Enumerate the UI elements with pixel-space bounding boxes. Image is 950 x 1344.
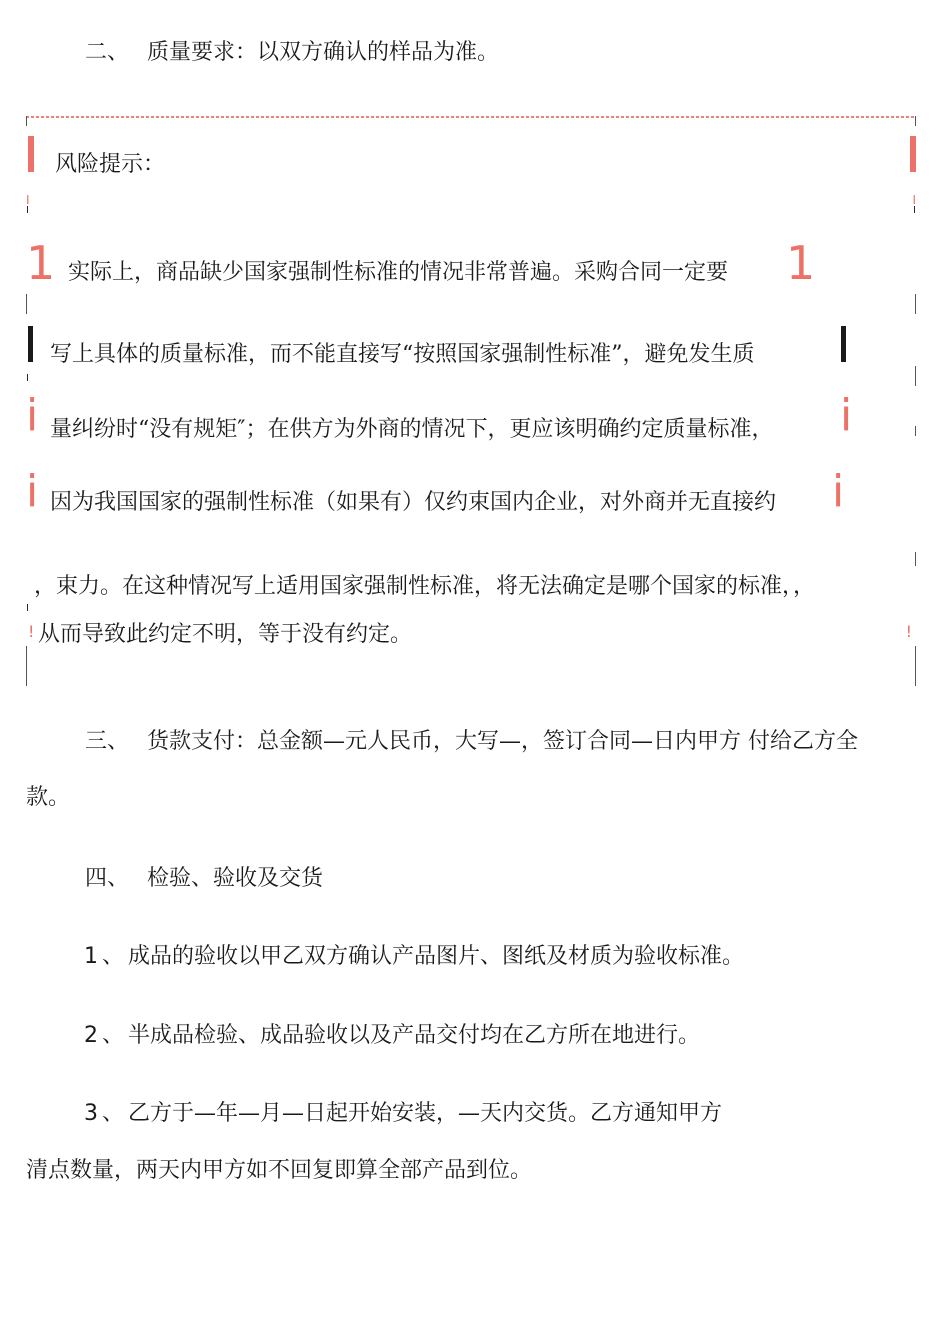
risk-line-6: 从而导致此约定不明，等于没有约定。 — [38, 622, 413, 647]
risk-box-right-rule-2 — [915, 366, 916, 386]
marker-one-mid: 1 — [786, 236, 816, 290]
marker-bar-right-1 — [910, 136, 916, 172]
risk-box-right-rule-4 — [915, 552, 916, 566]
risk-box-right-rule-1 — [915, 294, 916, 314]
item-1-number: 1 — [84, 944, 98, 969]
marker-excl-left: ! — [28, 622, 35, 641]
item-3-number: 3 — [84, 1101, 98, 1126]
risk-line-5: ，束力。在这种情况写上适用国家强制性标准，将无法确定是哪个国家的标准，， — [34, 574, 816, 599]
risk-title: 风险提示： — [55, 152, 166, 177]
item-2-sep: 、 — [102, 1023, 125, 1048]
marker-excl-right: ! — [905, 622, 912, 641]
item-3-text: 乙方于—年—月—日起开始安装，—天内交货。乙方通知甲方 — [128, 1101, 723, 1126]
risk-box-top-border — [26, 116, 916, 118]
item-2-number: 2 — [84, 1023, 98, 1048]
marker-i-left-1: i — [26, 390, 39, 441]
risk-line-1: 实际上，商品缺少国家强制性标准的情况非常普遍。采购合同一定要 — [68, 260, 729, 285]
marker-tick-left-4: I — [26, 603, 29, 614]
risk-box-left-edge — [26, 116, 27, 126]
risk-box-right-rule-3 — [915, 426, 916, 436]
marker-tick-left-3: I — [26, 373, 29, 384]
item-3-sep: 、 — [102, 1101, 125, 1126]
section-2-number: 二、 — [85, 40, 130, 65]
item-1-text: 成品的验收以甲乙双方确认产品图片、图纸及材质为验收标准。 — [128, 944, 745, 969]
marker-tick-right-1: I — [912, 193, 916, 207]
risk-line-3: 量纠纷时“没有规矩″；在供方为外商的情况下，更应该明确约定质量标准， — [50, 417, 774, 442]
section-4-number: 四、 — [85, 866, 130, 891]
section-3-text: 货款支付：总金额—元人民币，大写—，签订合同—日内甲方 付给乙方全 — [147, 729, 858, 754]
risk-line-4: 因为我国国家的强制性标准（如果有）仅约束国内企业，对外商并无直接约 — [50, 490, 777, 515]
item-2-text: 半成品检验、成品验收以及产品交付均在乙方所在地进行。 — [128, 1023, 701, 1048]
risk-box-right-edge — [915, 116, 916, 126]
risk-notice-box — [26, 116, 916, 686]
marker-i-left-2: i — [26, 466, 39, 517]
marker-i-mid-2: i — [832, 466, 845, 517]
item-1-sep: 、 — [102, 944, 125, 969]
marker-bar-left-2 — [28, 326, 33, 362]
item-3-continuation: 清点数量，两天内甲方如不回复即算全部产品到位。 — [26, 1158, 533, 1183]
section-3-number: 三、 — [85, 729, 130, 754]
risk-line-2: 写上具体的质量标准，而不能直接写“按照国家强制性标准”，避免发生质 — [50, 342, 755, 367]
marker-tick-left-1: I — [26, 193, 30, 207]
marker-one-left: 1 — [26, 236, 56, 290]
risk-box-left-rule-2 — [26, 646, 27, 686]
section-3-continuation: 款。 — [26, 785, 71, 810]
marker-bar-mid — [841, 326, 846, 362]
marker-tick-right-2: I — [913, 205, 916, 216]
section-4-heading: 检验、验收及交货 — [147, 866, 324, 891]
marker-i-mid-1: i — [840, 390, 853, 441]
risk-box-left-rule-1 — [26, 294, 27, 314]
marker-bar-left-1 — [28, 136, 34, 172]
risk-box-right-rule-5 — [915, 646, 916, 686]
section-2-text: 质量要求：以双方确认的样品为准。 — [147, 40, 500, 65]
marker-tick-left-2: I — [26, 205, 29, 216]
